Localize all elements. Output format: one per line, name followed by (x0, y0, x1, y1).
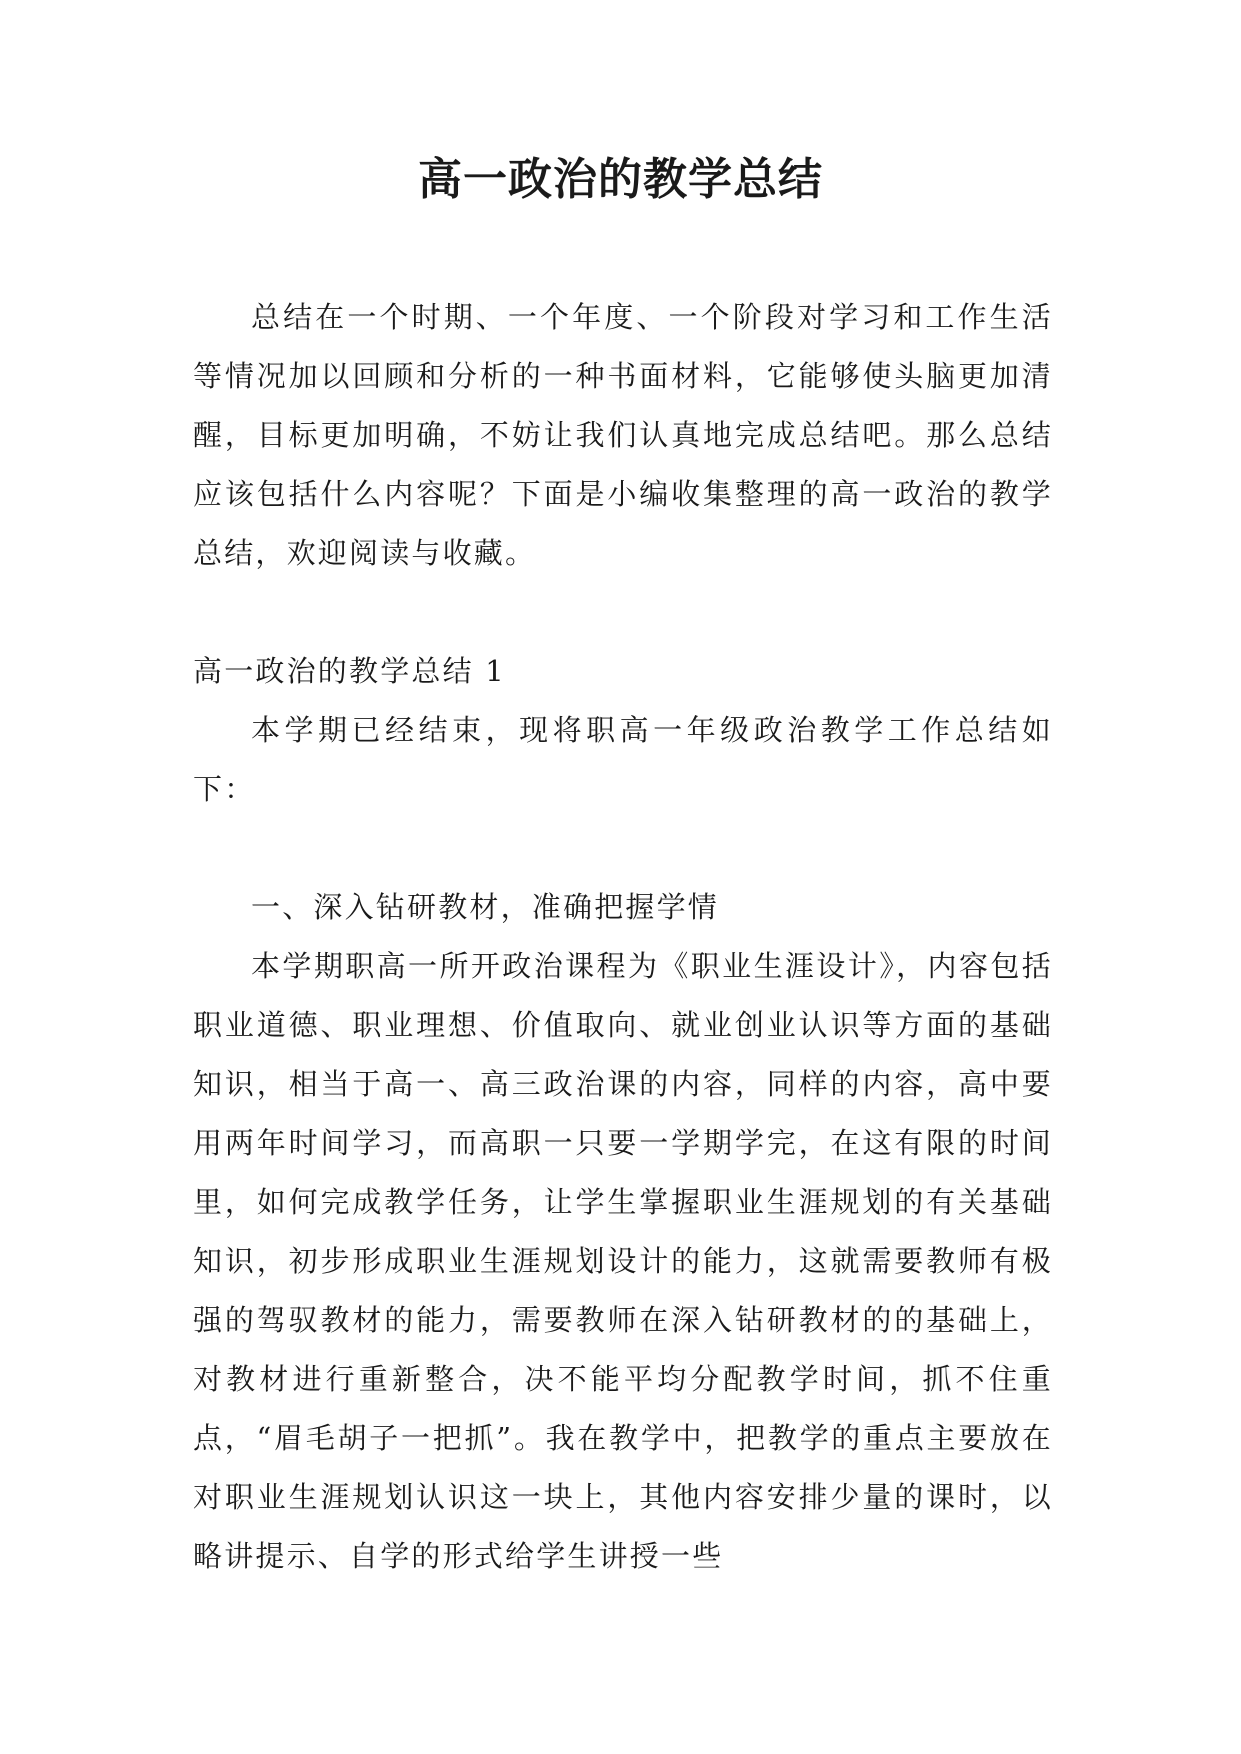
spacer (193, 819, 1053, 878)
document-title: 高一政治的教学总结 (418, 154, 823, 205)
section-title: 高一政治的教学总结 1 (193, 654, 506, 688)
heading-1: 一、深入钻研教材，准确把握学情 (251, 890, 720, 924)
intro-paragraph: 总结在一个时期、一个年度、一个阶段对学习和工作生活等情况加以回顾和分析的一种书面材料，它能够使头脑更加清醒，目标更加明确，不妨让我们认真地完成总结吧。那么总结应该包括什么内容呢？下面是小编收集整理的高一政治的教学总结，欢迎阅读与收藏。 (193, 300, 1053, 570)
section-intro-paragraph: 本学期已经结束，现将职高一年级政治教学工作总结如下： (193, 713, 1053, 806)
paragraph-1: 本学期职高一所开政治课程为《职业生涯设计》，内容包括职业道德、职业理想、价值取向、就业创业认识等方面的基础知识，相当于高一、高三政治课的内容，同样的内容，高中要用两年时间学习，而高职一只要一学期学完，在这有限的时间里，如何完成教学任务，让学生掌握职业生涯规划的有关基础知识，初步形成职业生涯规划设计的能力，这就需要教师有极强的驾驭教材的能力，需要教师在深入钻研教材的的基础上，对教材进行重新整合，决不能平均分配教学时间，抓不住重点，“眉毛胡子一把抓”。我在教学中，把教学的重点主要放在对职业生涯规划认识这一块上，其他内容安排少量的课时，以略讲提示、自学的形式给学生讲授一些 (193, 949, 1053, 1573)
spacer (193, 583, 1053, 642)
document-body (193, 288, 1053, 1586)
